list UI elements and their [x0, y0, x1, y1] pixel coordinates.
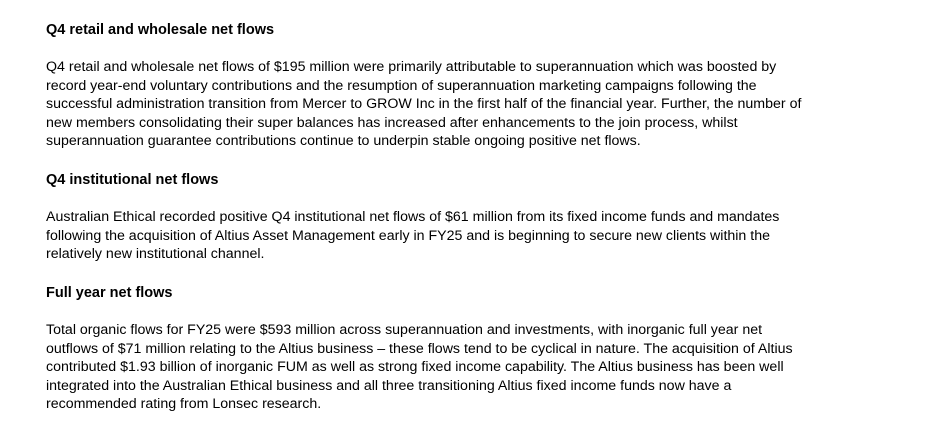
paragraph-line: recommended rating from Lonsec research.	[46, 396, 322, 413]
section-heading-q4-institutional: Q4 institutional net flows	[46, 172, 219, 188]
paragraph-line: outflows of $71 million relating to the Altius business – these flows tend to be cyclical in nature. The acquisition of Altius	[46, 340, 793, 357]
paragraph-line: relatively new institutional channel.	[46, 246, 265, 263]
section-heading-q4-retail-wholesale: Q4 retail and wholesale net flows	[46, 22, 275, 38]
paragraph-line: following the acquisition of Altius Asset Management early in FY25 and is beginning to secure new clients within the	[46, 227, 770, 244]
section-paragraph-q4-retail-wholesale	[46, 58, 906, 151]
section-paragraph-q4-institutional	[46, 208, 906, 264]
paragraph-line: successful administration transition from Mercer to GROW Inc in the first half of the financial year. Further, the number of	[46, 96, 802, 113]
paragraph-line: record year-end voluntary contributions and the resumption of superannuation marketing campaigns following the	[46, 77, 757, 94]
paragraph-line: contributed $1.93 billion of inorganic FUM as well as strong fixed income capability. The Altius business has been well	[46, 359, 784, 376]
paragraph-line: Total organic flows for FY25 were $593 million across superannuation and investments, with inorganic full year net	[46, 322, 763, 338]
section-heading-full-year: Full year net flows	[46, 285, 173, 301]
section-paragraph-full-year	[46, 321, 906, 414]
paragraph-line: Q4 retail and wholesale net flows of $195 million were primarily attributable to superannuation which was boosted by	[46, 59, 777, 75]
paragraph-line: superannuation guarantee contributions continue to underpin stable ongoing positive net flows.	[46, 133, 641, 150]
paragraph-line: Australian Ethical recorded positive Q4 institutional net flows of $61 million from its fixed income funds and mandates	[46, 209, 780, 225]
paragraph-line: integrated into the Australian Ethical business and all three transitioning Altius fixed income funds now have a	[46, 377, 732, 394]
paragraph-line: new members consolidating their super balances has increased after enhancements to the join process, whilst	[46, 114, 738, 131]
